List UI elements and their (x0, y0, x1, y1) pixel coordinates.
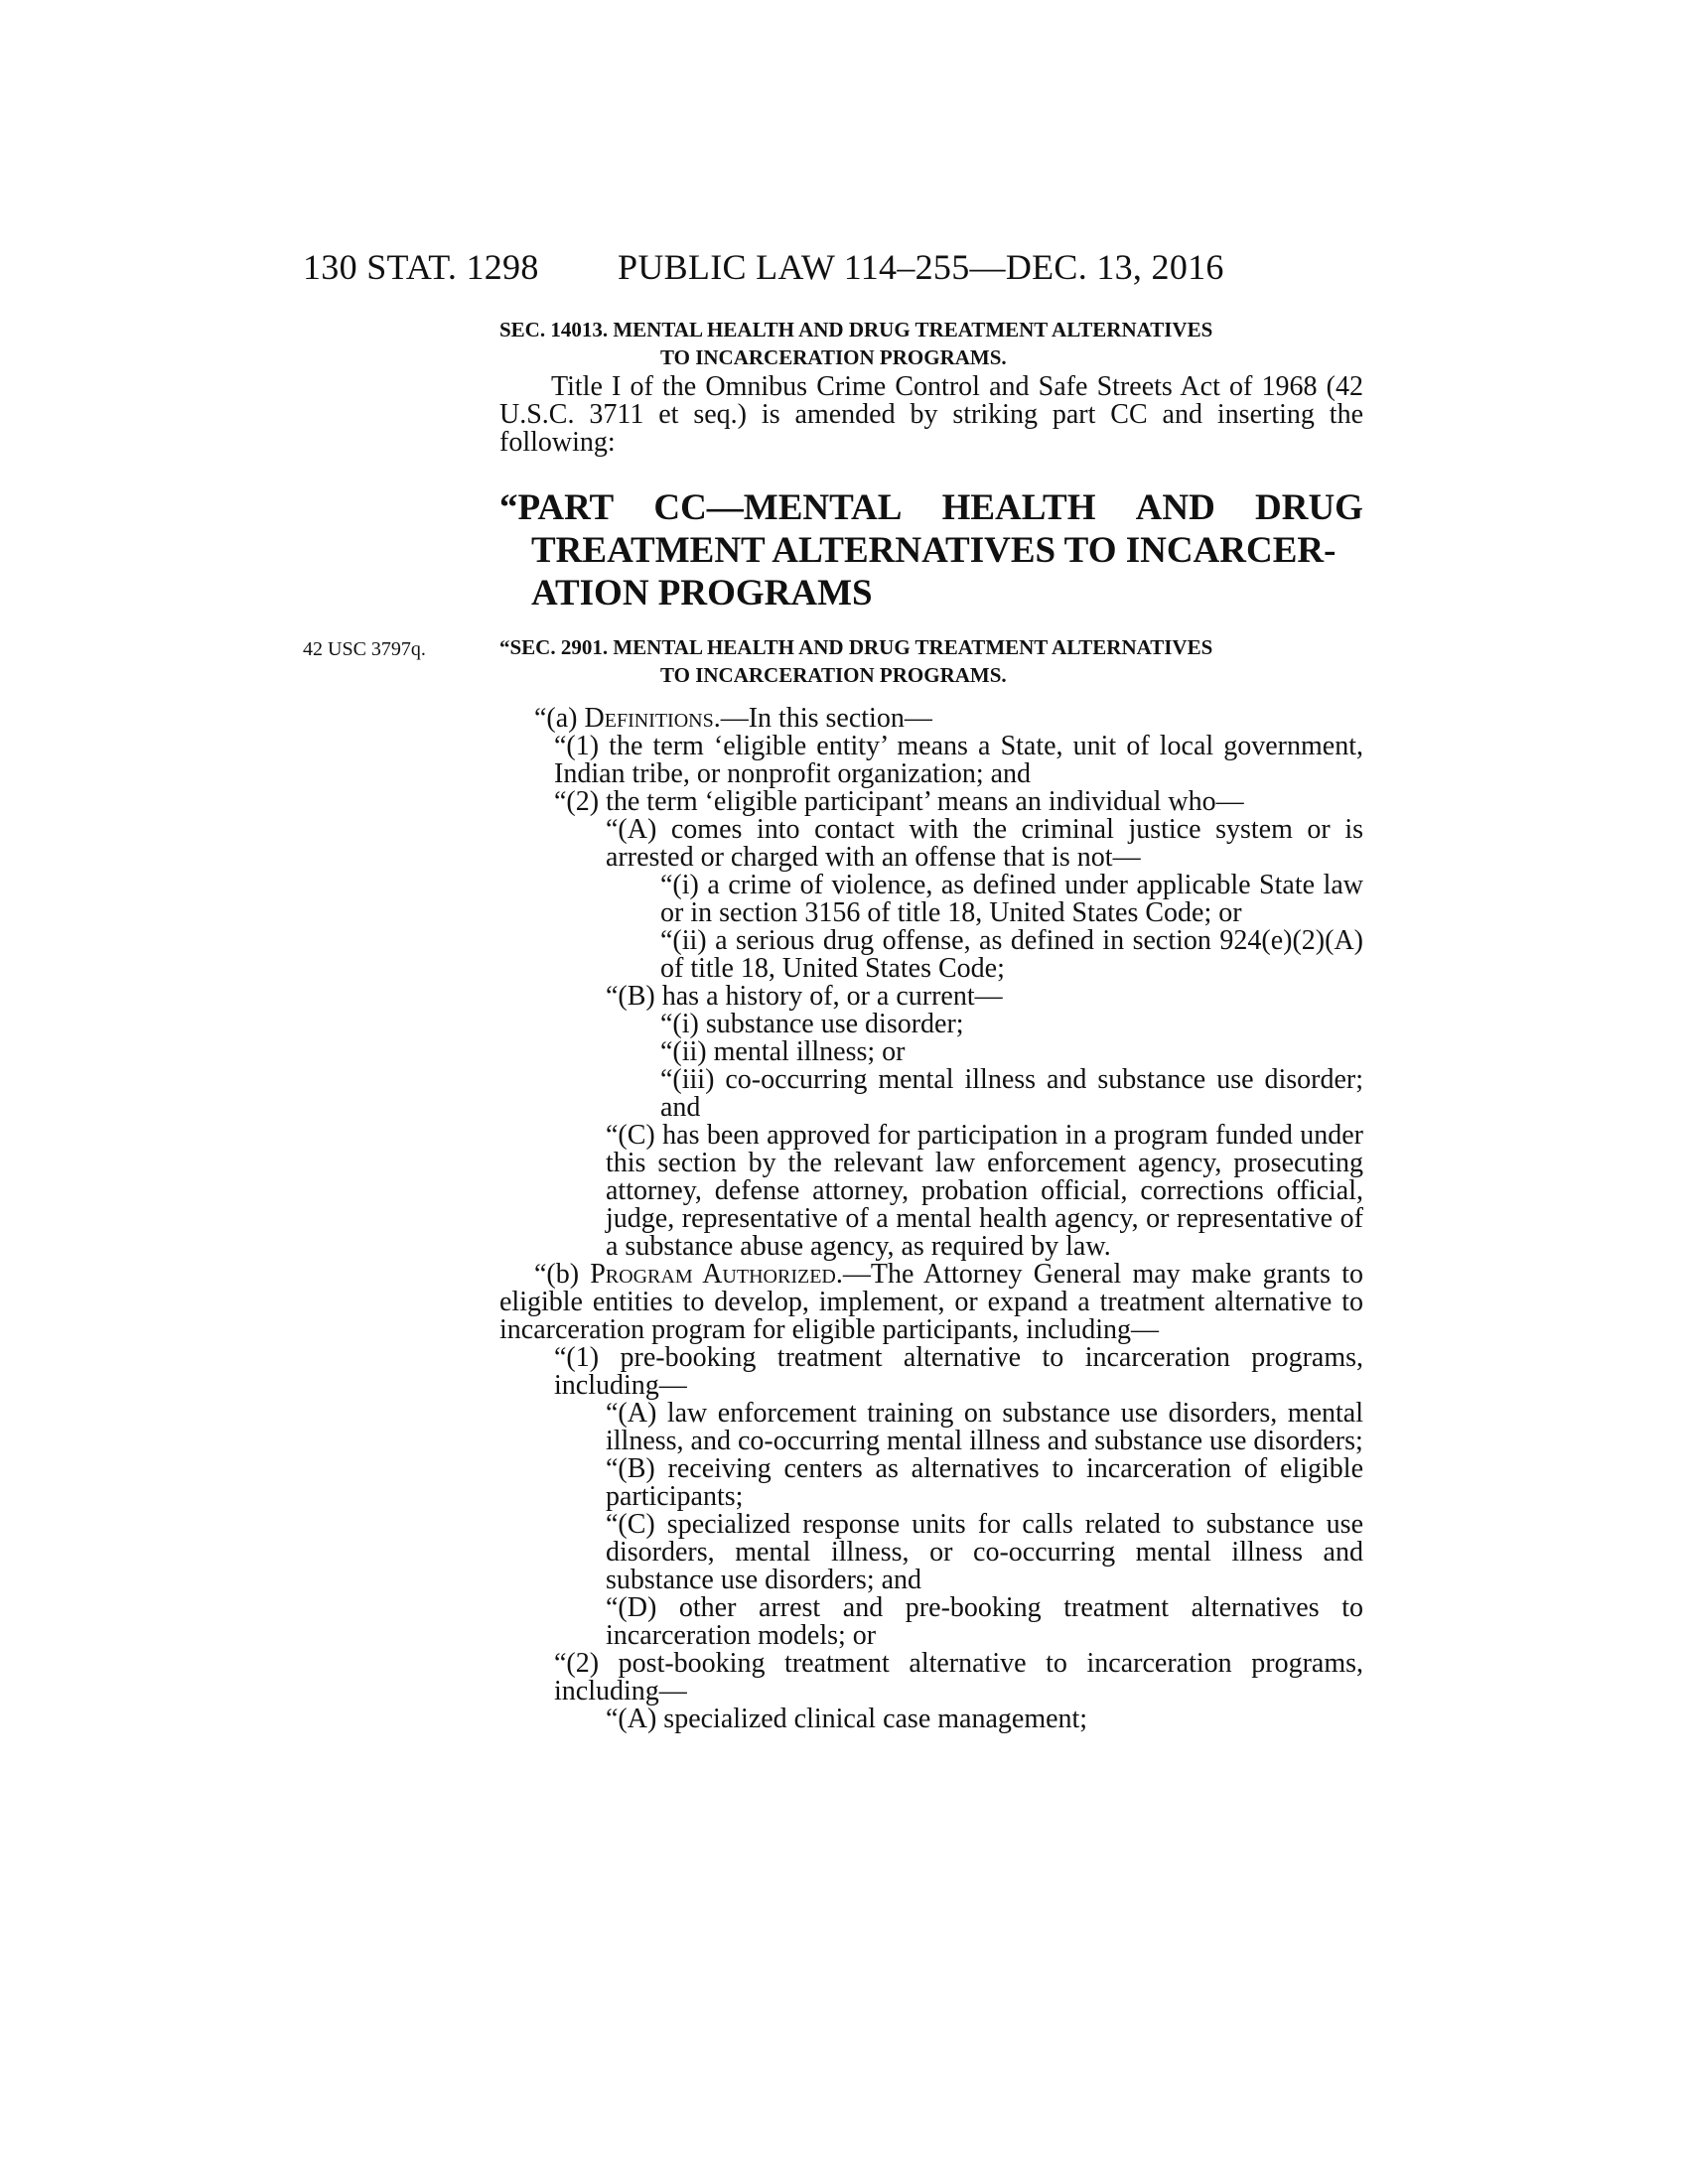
section-2901-content (499, 623, 1363, 1733)
paragraph-a2Aii-text: “(ii) a serious drug offense, as defined in section 924(e)(2)(A) of title 18, United States Code; (660, 925, 1363, 984)
paragraph-b1D (499, 1594, 1363, 1650)
paragraph-a2Bii (499, 1038, 1363, 1066)
paragraph-b1D-text: “(D) other arrest and pre-booking treatment alternatives to incarceration models; or (606, 1592, 1363, 1651)
subsection-a-title: Definitions (584, 703, 714, 734)
paragraph-a2Aii (499, 927, 1363, 983)
paragraph-a2Bi (499, 1011, 1363, 1038)
intro-paragraph: Title I of the Omnibus Crime Control and Safe Streets Act of 1968 (42 U.S.C. 3711 et seq.) is amended by striking part CC and inserting the following: (499, 371, 1363, 458)
paragraph-a2A (499, 816, 1363, 872)
paragraph-a2 (499, 788, 1363, 816)
part-cc-heading (499, 486, 1363, 614)
paragraph-a2C (499, 1122, 1363, 1261)
paragraph-b1C-text: “(C) specialized response units for calls related to substance use disorders, mental illness, or co-occurring mental illness and substance use disorders; and (606, 1509, 1363, 1595)
paragraph-a2Bii-text: “(ii) mental illness; or (660, 1036, 906, 1067)
paragraph-a2Ai-text: “(i) a crime of violence, as defined under applicable State law or in section 3156 of title 18, United States Code; or (660, 870, 1363, 928)
paragraph-b1-text: “(1) pre-booking treatment alternative to incarceration programs, including— (554, 1342, 1363, 1401)
paragraph-b2 (499, 1650, 1363, 1706)
subsection-a-prefix: “(a) (534, 703, 585, 734)
usc-margin-note: 42 USC 3797q. (303, 638, 426, 660)
paragraph-b2A (499, 1706, 1363, 1733)
subsection-b-prefix: “(b) (534, 1259, 591, 1290)
section-2901-heading (499, 633, 1363, 689)
section-2901-line2: TO INCARCERATION PROGRAMS. (660, 663, 1007, 687)
subsection-b-text: .—The Attorney General may make grants to eligible entities to develop, implement, or expand a treatment alternative to incarceration program for eligible participants, including— (499, 1259, 1363, 1345)
part-cc-word: DRUG (1255, 487, 1363, 528)
part-cc-line3: ATION PROGRAMS (531, 573, 873, 614)
part-cc-line2: TREATMENT ALTERNATIVES TO INCARCER- (531, 530, 1336, 571)
paragraph-b2-text: “(2) post-booking treatment alternative to incarceration programs, including— (554, 1648, 1363, 1706)
paragraph-b1A-text: “(A) law enforcement training on substance use disorders, mental illness, and co-occurring mental illness and substance use disorders; (606, 1398, 1363, 1456)
paragraph-b1A (499, 1400, 1363, 1455)
subsection-a-text: .—In this section— (713, 703, 932, 734)
paragraph-a1-text: “(1) the term ‘eligible entity’ means a State, unit of local government, Indian tribe, or nonprofit organization; and (554, 731, 1363, 789)
section-14013-line1: SEC. 14013. MENTAL HEALTH AND DRUG TREATMENT ALTERNATIVES (499, 318, 1213, 341)
paragraph-a2Biii-text: “(iii) co-occurring mental illness and substance use disorder; and (660, 1064, 1363, 1123)
paragraph-a2B-text: “(B) has a history of, or a current— (606, 981, 1003, 1012)
paragraph-a2-text: “(2) the term ‘eligible participant’ means an individual who— (554, 786, 1244, 817)
paragraph-b1 (499, 1344, 1363, 1400)
part-cc-word: CC—MENTAL (653, 487, 903, 528)
part-cc-line1 (499, 486, 1363, 529)
paragraph-b1B-text: “(B) receiving centers as alternatives to incarceration of eligible participants; (606, 1453, 1363, 1512)
paragraph-a2B (499, 983, 1363, 1011)
subsection-b-title: Program Authorized (590, 1259, 836, 1290)
public-law-header: PUBLIC LAW 114–255—DEC. 13, 2016 (618, 247, 1224, 287)
paragraph-a2C-text: “(C) has been approved for participation in a program funded under this section by the relevant law enforcement agency, prosecuting attorney, defense attorney, probation official, corrections official, judge, representative of a mental health agency, or representative of a substance abuse agency, as required by law. (606, 1120, 1363, 1262)
paragraph-a2Ai (499, 872, 1363, 927)
paragraph-a2Biii (499, 1066, 1363, 1122)
part-cc-word: HEALTH (941, 487, 1096, 528)
paragraph-a2Bi-text: “(i) substance use disorder; (660, 1009, 964, 1039)
part-cc-word: AND (1135, 487, 1215, 528)
paragraph-b2A-text: “(A) specialized clinical case management; (606, 1704, 1088, 1734)
paragraph-a1 (499, 733, 1363, 788)
stat-reference: 130 STAT. 1298 (303, 247, 539, 287)
section-2901-line1: “SEC. 2901. MENTAL HEALTH AND DRUG TREATMENT ALTERNATIVES (499, 635, 1213, 659)
subsection-a-heading (499, 705, 1363, 733)
subsection-b-heading (499, 1261, 1363, 1344)
paragraph-a2A-text: “(A) comes into contact with the criminal justice system or is arrested or charged with an offense that is not— (606, 814, 1363, 873)
part-cc-word: “PART (499, 487, 615, 528)
section-14013-heading (499, 316, 1363, 371)
section-14013-line2: TO INCARCERATION PROGRAMS. (660, 345, 1007, 369)
paragraph-b1C (499, 1511, 1363, 1594)
paragraph-b1B (499, 1455, 1363, 1511)
